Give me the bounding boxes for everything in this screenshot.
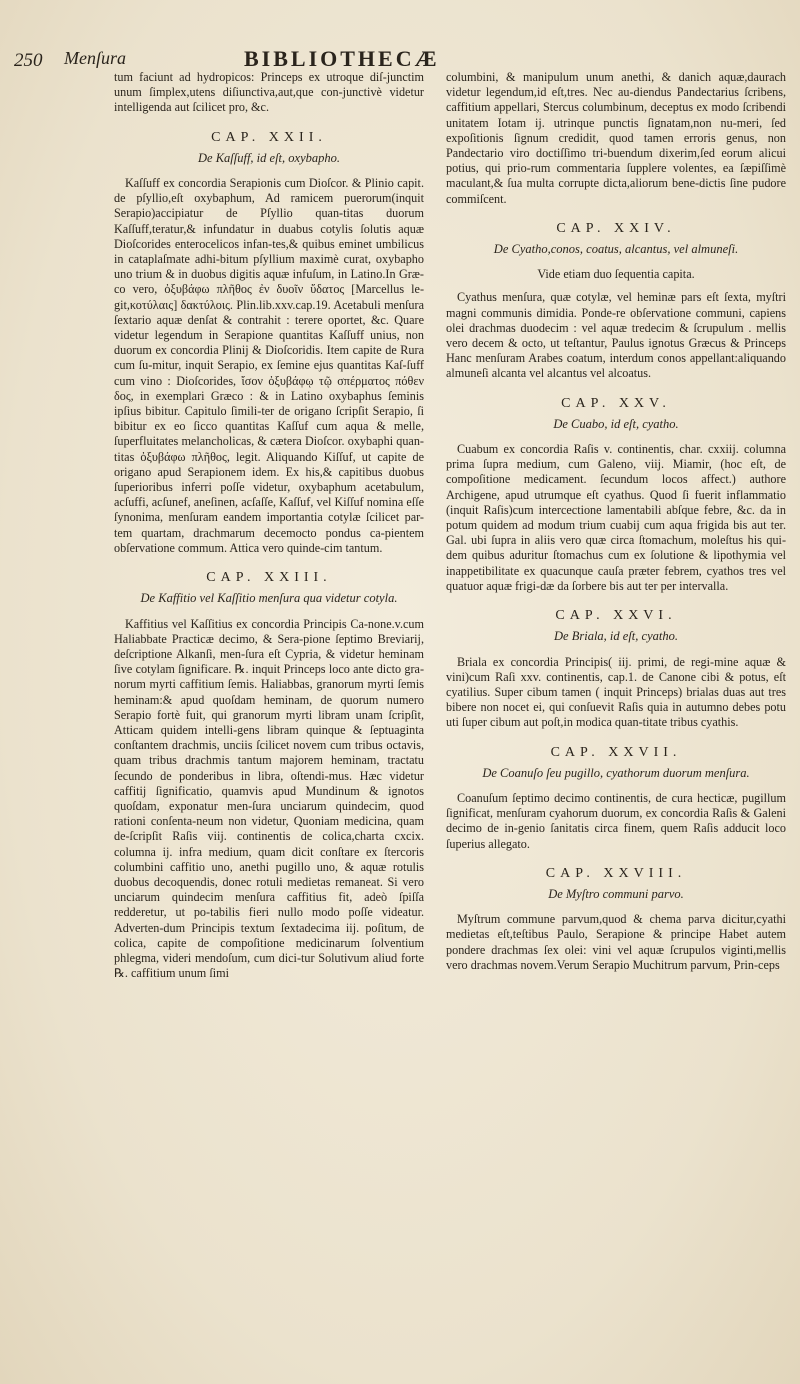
right-intro-paragraph: columbini, & manipulum unum anethi, & danich aquæ,daurach videtur legendum,id eſt,tres. Nec au-diendus Pandectarius ſcribens, caffitium appellari, Stercus columbinum, deceptus ex modo ſcribendi unitatem Iotam ij. utrinque punctis ſignatam,non nu-meri, ſed expoſitionis ſignum credidit, quod tamen erroris genus, non Pandectario viro doctiſſimo tri-buendum dixerim,ſed eorum alicui potius, qui prio-rum commentaria ſupplere volentes, ea ſæpiſſimè maculant,& ſua multa corrupte dicta,aliorum bene-dictis ſine pudore commiſcent. — [446, 70, 786, 206]
chapter-text: Myſtrum commune parvum,quod & chema parva dicitur,cyathi medietas eſt,teſtibus Paulo, Serapione & principe Habet autem pondere drachmas ſex olei: vini vel aquæ ſcrupulos viginti,mellis vero drachmas novem.Verum Serapio Muchitrum parvum, Prin-ceps — [446, 912, 786, 972]
chapter-text: Cuabum ex concordia Raſis v. continentis, char. cxxiij. columna prima ſupra medium, cum Galeno, viij. Miamir, (hoc eſt, de compoſitione medicament. ſecundum locos affect.) authore Archigene, apud utrumque eſt cyathus. Quod ſi fuerit inflammatio (inquit Raſis)cum intercectione lamentabili abſque febre, &c. da in potum quidem ad modum trium cuabij cum aqua frigida bis aut ter. Gal. ubi ſupra in aliis vero quæ circa ſtomachum, moleſtus his qui-dem quibus aduritur ſtomachus cum ex ſolutione & lipothymia vel inappetibilitate ex quacunque cauſa præter febrem, cyathos tres vel quatuor aquæ frigi-dæ da ſorbere bis aut ter per intervalla. — [446, 442, 786, 593]
chapter-subtitle: De Kaffitio vel Kaſſitio menſura qua videtur cotyla. — [140, 591, 398, 606]
chapter-heading: CAP. XXIII. — [206, 570, 332, 586]
chapter-note: Vide etiam duo ſequentia capita. — [537, 267, 695, 282]
chapter-subtitle: De Briala, id eſt, cyatho. — [554, 629, 678, 644]
chapter-text: Kaffitius vel Kaſſitius ex concordia Principis Ca-none.v.cum Haliabbate Practicæ decimo, & Sera-pione ſeptimo Breviarij, deſcriptione Alkanſi, men-ſura eſt Cypria, & videtur heminam ſive cotylam ſignificare. ℞. inquit Princeps loco ante dicto gra-norum myrti caffitium ſemis. Haliabbas, granorum myrti ſemis heminam:& apud quoſdam heminam, de quorum numero Serapio fortè fuit, qui granorum myrti libram unam ſcripſit, Atticam quidem intelli-gens libram quinque & ſeptuaginta conſtantem drachmis, unciis ſcilicet novem cum tribus octavis, quam tribus drachmis tantum majorem heminam, tractatu ſecundo de ponderibus in libra, oſtendi-mus. Hæc videtur caffitij ſignificatio, quamvis apud Mundinum & ignotos quoſdam, exponatur men-ſura unciarum quindecim, quod rationi conſenta-neum non videtur, Quoniam medicina, quam de-ſcripſit Raſis viij. continentis de colica,charta cxcix. columna ij. infra medium, quam dicit conſtare ex ſtercoris columbini caffitio uno, anethi pugillo uno, & aquæ rotulis duobus decoquendis, donec rotuli medietas remaneat. Si vero unciarum quindecim menſura caffitius fit, adeò ſpiſſa redderetur, ut po-tabilis fieri nullo modo poſſe videatur. Adverten-dum Principis textum ſextadecima iij. poſitum, de colica, capite de compoſitione medicinarum ſolventium phlegma, videri mendoſum, cum dici-tur Solutivum aliud forte ℞. caffitium unum ſimi — [114, 616, 424, 981]
chapter-heading: CAP. XXII. — [211, 129, 327, 145]
chapter-heading: CAP. XXVIII. — [545, 865, 687, 881]
running-head-title: BIBLIOTHECÆ — [244, 46, 440, 71]
left-intro-paragraph: tum faciunt ad hydropicos: Princeps ex utroque diſ-junctim unum ſimplex,utens diſiunctiva,aut,que con-junctivè videtur intelligenda aut ſcilicet pro, &c. — [114, 70, 424, 115]
chapter-heading: CAP. XXVII. — [550, 744, 682, 760]
right-column — [446, 70, 786, 973]
chapter-text: Kaſſuff ex concordia Serapionis cum Dioſcor. & Plinio capit. de pſyllio,eſt oxybaphum, Ad ramicem puerorum(inquit Serapio)accipiatur de Pſyllio quan-titas duorum Kaſſuff,teratur,& infundatur in duabus cotylis ſolutis aquæ Dioſcorides enterocelicos infan-tes,& quibus eminet umbilicus in cataplaſmate adhi-bitum pſyllium maximè curat, oxybapho uno trium & in duobus digitis aquæ infuſum, in Latino.In Græ-co vero, ὀξυβάφω πλῆθος ἐν δυοῖν ὕδατος [Marcellus le-git,κοτύλαις] δακτύλοις. Plin.lib.xxv.cap.19. Acetabuli menſura ſextario aquæ denſat & contrahit : terere oportet, &c. Quare videtur legendum in Serapione quantitas Kaſſuff unius, non duorum ex concordia Plinij & Dioſcoridis. Item capite de Rura cum ſu-mitur, inquit Serapio, ex ſemine ejus quantitas Kaſ-ſuff cum vino : Dioſcorides, ἴσον ὀξυβάφῳ τῷ σπέρματος πόθεν δος, in exemplari Græco : & in Latino oxybaphus ſeminis ipſius bibitur. Capitulo ſimili-ter de origano ſcripſit Serapio, ſi bibitur ex eo ſicco quantitas Kaſſuf cum aqua & melle, ſuperfluitates melancholicas, & cætera Dioſcor. oxybaphi quan-titas ὀξυβάφω πλῆθος, legit. Aliquando Kiſſuf, ut capite de origano apud Serapionem idem. Ex his,& capitibus duobus ſuperioribus inferri poſſe videtur, oxybaphum acetabulum, acſuffi, acſunef, aneſinen, acſaſſe, Kaſſuf, vel Kiſſuf nomina eſſe ſynonima, menſuram eandem importantia cotylæ ſcilicet par-tem quartam, drachmarum decemocto pondus ca-pientem obſervatione commum. Attica vero quinde-cim tantum. — [114, 176, 424, 555]
chapter-text: Briala ex concordia Principis( iij. primi, de regi-mine aquæ & vini)cum Raſi xxv. continentis, cap.1. de Canone cibi & potus, eſt cyatilius. Super cibum tamen ( inquit Princeps) brialas duas aut tres bibere non nocet ei, qui conſuevit Raſis quia in autumno debes potu uti ſuper cibum aut poſt,in modica quan-titate tribus cyathis. — [446, 654, 786, 730]
running-head-left: Menſura — [64, 48, 126, 68]
chapter-text: Cyathus menſura, quæ cotylæ, vel heminæ pars eſt ſexta, myſtri magni communis dimidia. Ponde-re obſervatione communi, capiens olei drachmas duodecim : vel aquæ tredecim & ſcrupulum . mellis vero decem & octo, ut teſtantur, Paulus ignotus Græcus & Princeps Hanc menſuram Arabes coatum, interdum conos appellant:aliquando almuneſi alcanta vel alcantus vel alcoatus. — [446, 290, 786, 381]
chapter-subtitle: De Cyatho,conos, coatus, alcantus, vel almuneſi. — [493, 242, 739, 257]
chapter-heading: CAP. XXIV. — [556, 220, 676, 236]
chapter-heading: CAP. XXVI. — [555, 608, 677, 624]
chapter-subtitle: De Coanuſo ſeu pugillo, cyathorum duorum menſura. — [482, 765, 750, 780]
chapter-text: Coanuſum ſeptimo decimo continentis, de cura hecticæ, pugillum ſignificat, menſuram cyahorum duorum, ex concordia Raſis & Galeni decimo de in-genio ſanitatis circa finem, quem Raſis adducit loco ſuperius allegato. — [446, 790, 786, 851]
left-column — [114, 70, 424, 981]
chapter-subtitle: De Kaſſuff, id eſt, oxybapho. — [198, 150, 340, 165]
chapter-subtitle: De Cuabo, id eſt, cyatho. — [553, 416, 679, 431]
page-number: 250 — [14, 50, 43, 71]
chapter-subtitle: De Myſtro communi parvo. — [548, 886, 684, 901]
chapter-heading: CAP. XXV. — [561, 395, 671, 411]
